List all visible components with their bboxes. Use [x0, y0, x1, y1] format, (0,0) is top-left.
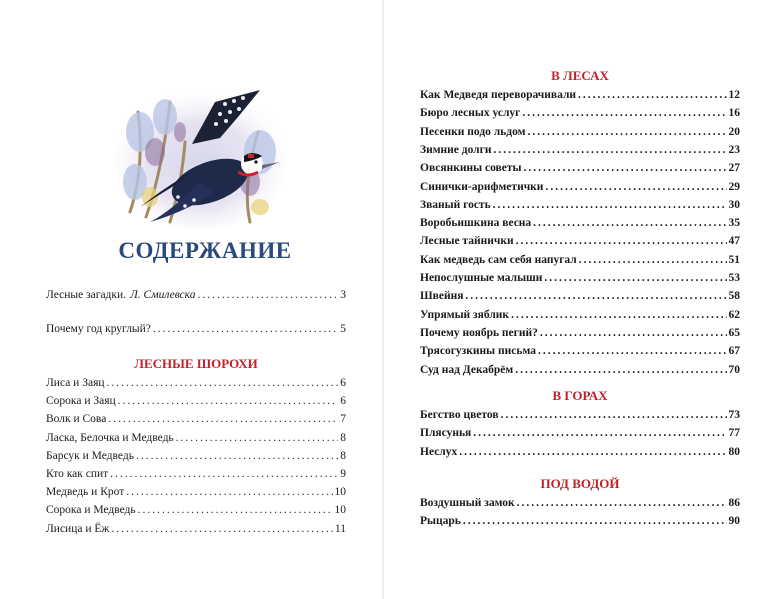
toc-entry[interactable] [46, 287, 346, 303]
dot-leader [459, 444, 726, 460]
entry-page-number: 3 [340, 289, 346, 301]
section-heading: ПОД ВОДОЙ [540, 476, 620, 491]
dot-leader [493, 142, 726, 158]
entry-page-number: 9 [340, 468, 346, 480]
entry-page-number: 12 [728, 89, 740, 101]
entry-title: Бегство цветов [420, 409, 499, 421]
entry-title: Рыцарь [420, 515, 461, 528]
toc-entry[interactable] [46, 448, 346, 464]
entry-title: Воздушный замок [420, 497, 515, 509]
dot-leader [533, 215, 726, 231]
toc-entry[interactable] [46, 466, 346, 482]
entry-page-number: 47 [728, 235, 740, 248]
toc-entry[interactable] [420, 87, 740, 103]
dot-leader [522, 105, 726, 121]
dot-leader [528, 124, 727, 140]
woodpecker-illustration [110, 72, 290, 232]
entry-page-number: 86 [728, 497, 740, 509]
toc-entry[interactable] [420, 362, 740, 378]
toc-entry[interactable] [420, 343, 740, 359]
entry-page-number: 6 [340, 395, 346, 408]
entry-page-number: 65 [728, 326, 740, 339]
toc-entry[interactable] [420, 495, 740, 511]
dot-leader [153, 321, 338, 337]
toc-entry[interactable] [420, 160, 740, 176]
entry-title: Песенки подо льдом [420, 125, 526, 138]
entry-title: Суд над Декабрём [420, 363, 514, 376]
toc-entry[interactable] [46, 321, 346, 337]
entry-page-number: 51 [728, 253, 740, 266]
toc-entry[interactable] [420, 407, 740, 423]
entry-page-number: 80 [728, 445, 740, 458]
dot-leader [176, 430, 339, 446]
entry-title: Лиса и Заяц [46, 377, 105, 389]
toc-entry[interactable] [46, 484, 346, 500]
entry-title: Медведь и Крот [46, 486, 125, 499]
dot-leader [138, 502, 333, 518]
page-title: СОДЕРЖАНИЕ [118, 238, 292, 263]
toc-entry[interactable] [420, 179, 740, 195]
toc-entry[interactable] [46, 502, 346, 518]
toc-entry[interactable] [46, 411, 346, 427]
dot-leader [517, 495, 727, 511]
dot-leader [463, 513, 727, 529]
dot-leader [516, 233, 727, 249]
entry-page-number: 10 [334, 504, 346, 517]
dot-leader [524, 160, 727, 176]
entry-page-number: 6 [340, 377, 346, 389]
entry-page-number: 73 [728, 409, 740, 421]
entry-page-number: 10 [334, 486, 346, 499]
section-heading: В ГОРАХ [552, 388, 608, 403]
entry-title: Упрямый зяблик [420, 308, 510, 321]
entry-title: Как медведь сам себя напугал [420, 253, 577, 266]
entry-page-number: 5 [340, 323, 346, 335]
entry-page-number: 8 [340, 431, 346, 444]
dot-leader [136, 448, 338, 464]
dot-leader [538, 343, 727, 359]
entry-title: Овсянкины советы [420, 162, 522, 175]
toc-entry[interactable] [46, 393, 346, 409]
entry-page-number: 16 [728, 107, 740, 120]
entry-page-number: 11 [334, 522, 346, 535]
entry-title: Трясогузкины письма [420, 345, 536, 358]
entry-title: Лисица и Ёж [46, 522, 110, 535]
entry-title: Волк и Сова [46, 413, 107, 426]
dot-leader [110, 466, 338, 482]
entry-page-number: 77 [728, 427, 740, 440]
dot-leader [107, 375, 339, 391]
dot-leader [544, 270, 726, 286]
entry-page-number: 67 [728, 345, 740, 358]
entry-title: Непослушные малыши [420, 272, 543, 284]
dot-leader [515, 362, 726, 378]
dot-leader [108, 411, 338, 427]
entry-title: Неслух [420, 445, 458, 458]
entry-title: Сорока и Медведь [46, 504, 136, 517]
section-heading: В ЛЕСАХ [551, 68, 609, 83]
entry-title: Лесные загадки. [46, 289, 127, 301]
bird-icon [110, 72, 290, 232]
toc-entry[interactable] [420, 124, 740, 140]
entry-page-number: 58 [728, 290, 740, 303]
toc-entry[interactable] [420, 513, 740, 529]
entry-title: Зимние долги [420, 143, 492, 156]
dot-leader [579, 252, 727, 268]
entry-title: Барсук и Медведь [46, 449, 134, 462]
entry-author: Л. Смилевска [130, 289, 196, 301]
left-page [0, 0, 384, 599]
entry-title: Почему ноябрь пегий? [420, 326, 538, 339]
dot-leader [501, 407, 727, 423]
entry-page-number: 23 [728, 143, 740, 156]
entry-page-number: 20 [728, 125, 740, 138]
dot-leader [198, 287, 339, 303]
toc-entry[interactable] [420, 270, 740, 286]
dot-leader [111, 521, 333, 537]
toc-entry[interactable] [46, 430, 346, 446]
entry-page-number: 53 [728, 272, 740, 284]
entry-page-number: 70 [728, 363, 740, 376]
section-heading: ЛЕСНЫЕ ШОРОХИ [134, 356, 258, 371]
toc-entry[interactable] [420, 105, 740, 121]
entry-page-number: 30 [728, 198, 740, 211]
entry-title: Кто как спит [46, 468, 109, 480]
entry-page-number: 90 [728, 515, 740, 528]
entry-title: Званый гость [420, 198, 491, 211]
toc-entry[interactable] [420, 197, 740, 213]
toc-entry[interactable] [420, 142, 740, 158]
dot-leader [511, 307, 726, 323]
entry-page-number: 62 [728, 308, 740, 321]
entry-title: Сорока и Заяц [46, 395, 116, 408]
entry-title: Почему год круглый? [46, 323, 151, 335]
entry-title: Лесные тайнички [420, 235, 514, 248]
toc-entry[interactable] [420, 215, 740, 231]
toc-entry[interactable] [420, 325, 740, 341]
dot-leader [540, 325, 727, 341]
dot-leader [545, 179, 726, 195]
toc-entry[interactable] [46, 521, 346, 537]
entry-title: Ласка, Белочка и Медведь [46, 431, 174, 444]
toc-entry[interactable] [420, 307, 740, 323]
toc-entry[interactable] [420, 288, 740, 304]
entry-title: Синички-арифметички [420, 180, 544, 193]
toc-entry[interactable] [46, 375, 346, 391]
right-page [384, 0, 769, 599]
toc-entry[interactable] [420, 444, 740, 460]
dot-leader [465, 288, 726, 304]
entry-page-number: 27 [728, 162, 740, 175]
entry-title: Плясунья [420, 427, 472, 440]
entry-page-number: 8 [340, 449, 346, 462]
entry-page-number: 29 [728, 180, 740, 193]
entry-page-number: 7 [340, 413, 346, 426]
entry-title: Воробьишкина весна [420, 217, 532, 230]
dot-leader [578, 87, 726, 103]
dot-leader [493, 197, 727, 213]
dot-leader [473, 425, 726, 441]
entry-title: Швейня [420, 290, 464, 303]
entry-title: Бюро лесных услуг [420, 107, 521, 120]
entry-page-number: 35 [728, 217, 740, 230]
toc-entry[interactable] [420, 233, 740, 249]
dot-leader [126, 484, 332, 500]
toc-entry[interactable] [420, 252, 740, 268]
dot-leader [118, 393, 339, 409]
entry-title: Как Медведя переворачивали [420, 89, 577, 101]
toc-entry[interactable] [420, 425, 740, 441]
